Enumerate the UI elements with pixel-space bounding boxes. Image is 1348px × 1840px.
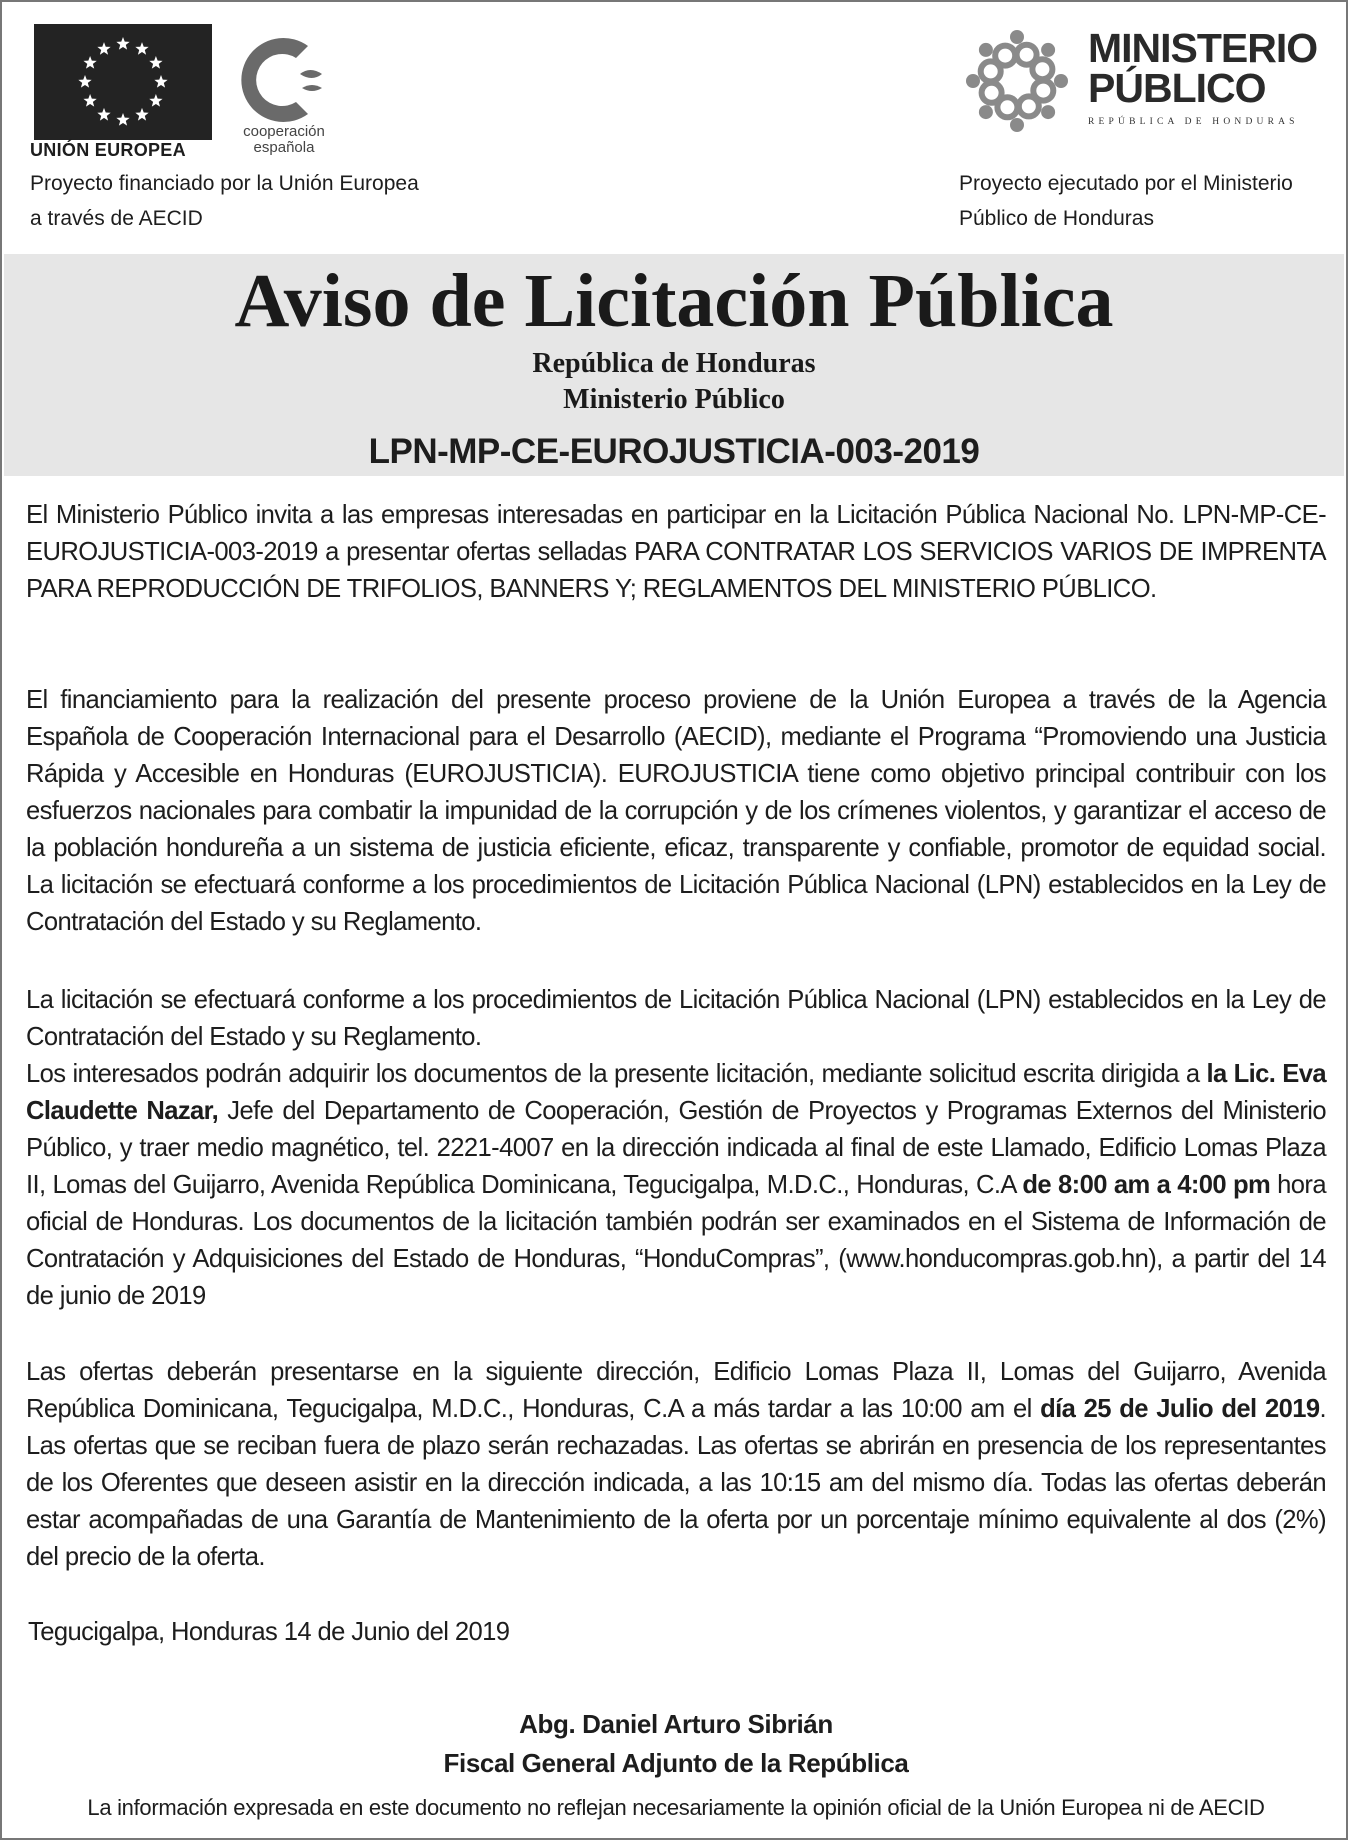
mp-title-line1: MINISTERIO: [1088, 25, 1318, 71]
notice-subtitle-country: República de Honduras: [532, 348, 816, 379]
execution-caption: [959, 166, 1293, 236]
funding-caption: [30, 166, 419, 236]
signer-name: Abg. Daniel Arturo Sibrián: [519, 1709, 833, 1739]
submission-text-start: Las ofertas deberán presentarse en la siguiente dirección, Edificio Lomas Plaza II, Lomas del Guijarro, Avenida República Dominicana, Tegucigalpa, M.D.C., Honduras, C.A a más tardar a las 10:00 am el: [26, 1358, 1326, 1423]
execution-caption-line2: Público de Honduras: [959, 207, 1154, 230]
eu-star-icon: [116, 37, 129, 50]
figure-head-icon: [1041, 43, 1055, 57]
figure-head-icon: [966, 74, 980, 88]
eu-star-icon: [149, 56, 162, 69]
contact-person: la Lic. Eva Claudette Nazar,: [26, 1060, 1326, 1125]
submission-deadline: día 25 de Julio del 2019: [1040, 1395, 1320, 1423]
figure-body-icon: [1032, 59, 1052, 79]
figure-head-icon: [979, 105, 993, 119]
coop-label-line1: cooperación: [243, 123, 325, 140]
paragraph-acquisition: [26, 1056, 1326, 1315]
notice-subtitle-institution: Ministerio Público: [563, 384, 785, 415]
eu-flag-logo: [34, 24, 212, 140]
eu-star-icon: [97, 108, 110, 121]
paragraph-financing: El financiamiento para la realización del presente proceso proviene de la Unión Europea a través de la Agencia Española de Cooperación Internacional para el Desarrollo (AECID), mediante el Programa “Promoviendo una Justicia Rápida y Accesible en Honduras (EUROJUSTICIA). EUROJUSTICIA tiene como objetivo principal contribuir con los esfuerzos nacionales para combatir la impunidad de la corrupción y de los crímenes violentos, y garantizar el acceso de la población hondureña a un sistema de justicia eficiente, eficaz, transparente y confiable, promotor de equidad social. La licitación se efectuará conforme a los procedimientos de Licitación Pública Nacional (LPN) establecidos en la Ley de Contratación del Estado y su Reglamento.: [26, 686, 1326, 936]
paragraph-submission: [26, 1354, 1326, 1576]
funding-caption-line2: a través de AECID: [30, 207, 203, 230]
eu-star-icon: [135, 42, 148, 55]
figure-head-icon: [1010, 118, 1024, 132]
paragraph-invitation: El Ministerio Público invita a las empresas interesadas en participar en la Licitación Pública Nacional No. LPN-MP-CE-EUROJUSTICIA-003-2019 a presentar ofertas selladas PARA CONTRATAR LOS SERVICIOS VARIOS DE IMPRENTA PARA REPRODUCCIÓN DE TRIFOLIOS, BANNERS Y; REGLAMENTOS DEL MINISTERIO PÚBLICO.: [26, 501, 1326, 603]
eu-star-icon: [83, 94, 96, 107]
eu-star-icon: [135, 108, 148, 121]
ministerio-publico-emblem: [962, 26, 1072, 136]
eu-stars-icon: [34, 24, 212, 140]
mp-title-line2: PÚBLICO: [1088, 65, 1266, 111]
execution-caption-line1: Proyecto ejecutado por el Ministerio: [959, 172, 1293, 195]
office-hours: de 8:00 am a 4:00 pm: [1022, 1171, 1271, 1199]
coop-label-line2: española: [253, 139, 315, 156]
eu-label: UNIÓN EUROPEA: [30, 140, 186, 160]
acquisition-text-middle: Jefe del Departamento de Cooperación, Gestión de Proyectos y Programas Externos del Ministerio Público, y traer medio magnético, tel. 2221-4007 en la dirección indicada al final de este Llamado, Edificio Lomas Plaza II, Lomas del Guijarro, Avenida República Dominicana, Tegucigalpa, M.D.C., Honduras, C.A: [26, 1097, 1326, 1199]
figure-body-icon: [1019, 96, 1039, 116]
figure-head-icon: [1041, 105, 1055, 119]
title-band: [4, 254, 1344, 476]
tender-code: LPN-MP-CE-EUROJUSTICIA-003-2019: [368, 432, 980, 471]
figure-body-icon: [982, 83, 1002, 103]
notice-title: Aviso de Licitación Pública: [234, 259, 1114, 343]
mp-subtitle: REPÚBLICA DE HONDURAS: [1088, 117, 1299, 127]
issue-date: Tegucigalpa, Honduras 14 de Junio del 2019: [28, 1618, 510, 1646]
eu-star-icon: [83, 56, 96, 69]
disclaimer: La información expresada en este documento no reflejan necesariamente la opinión oficial de la Unión Europea ni de AECID: [87, 1795, 1265, 1820]
eu-star-icon: [116, 113, 129, 126]
ministerio-publico-wordmark: [1088, 25, 1318, 111]
cooperacion-espanola-label: [234, 124, 334, 156]
paragraph-documents: [26, 982, 1326, 1315]
submission-text-end: . Las ofertas que se reciban fuera de plazo serán rechazadas. Las ofertas se abrirán en presencia de los representantes de los Oferentes que deseen asistir en la dirección indicada, a las 10:15 am del mismo día. Todas las ofertas deberán estar acompañadas de una Garantía de Mantenimiento de la oferta por un porcentaje mínimo equivalente al dos (2%) del precio de la oferta.: [26, 1395, 1326, 1571]
figure-head-icon: [1054, 74, 1068, 88]
eu-star-icon: [154, 75, 167, 88]
signer-title: Fiscal General Adjunto de la República: [443, 1748, 909, 1778]
acquisition-text-start: Los interesados podrán adquirir los documentos de la presente licitación, mediante solicitud escrita dirigida a: [26, 1060, 1207, 1088]
figure-body-icon: [995, 46, 1015, 66]
figure-head-icon: [979, 43, 993, 57]
eu-star-icon: [97, 42, 110, 55]
eu-star-icon: [149, 94, 162, 107]
eu-star-icon: [78, 75, 91, 88]
figure-head-icon: [1010, 30, 1024, 44]
funding-caption-line1: Proyecto financiado por la Unión Europea: [30, 172, 419, 195]
acquisition-text-end: hora oficial de Honduras. Los documentos de la licitación también podrán ser examinados en el Sistema de Información de Contratación y Adquisiciones del Estado de Honduras, “HonduCompras”, (www.honducompras.gob.hn), a partir del 14 de junio de 2019: [26, 1171, 1326, 1310]
paragraph-procedure: La licitación se efectuará conforme a los procedimientos de Licitación Pública Nacional (LPN) establecidos en la Ley de Contratación del Estado y su Reglamento.: [26, 986, 1326, 1051]
